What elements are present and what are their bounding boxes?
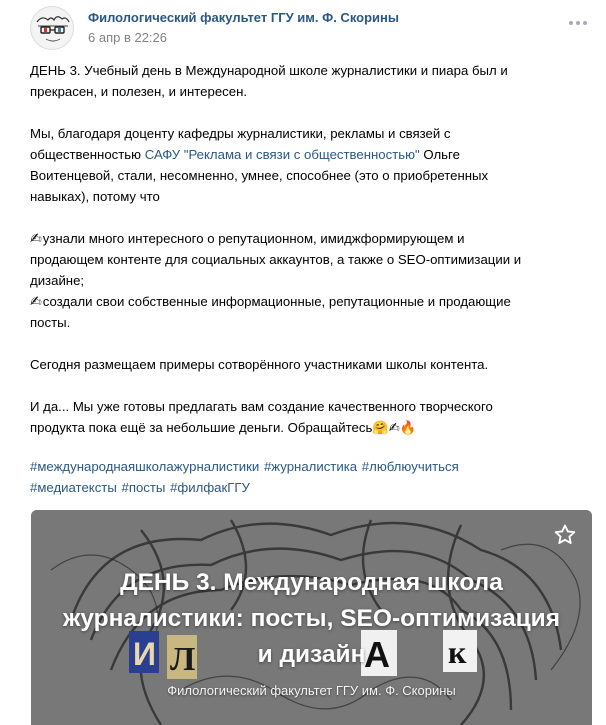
list-item: ✍создали свои собственные информационные, репутационные и продающие — [30, 291, 586, 312]
article-attachment-card[interactable] — [31, 510, 592, 725]
text-line: дизайне; — [30, 273, 85, 288]
hashtag-link[interactable]: #журналистика — [263, 459, 358, 474]
hashtag-link[interactable]: #медиатексты — [30, 480, 117, 495]
text-line: ДЕНЬ 3. Учебный день в Международной школе журналистики и пиара был и — [30, 63, 508, 78]
hashtag-link[interactable]: #международнаяшколажурналистики — [30, 459, 260, 474]
svg-text:И: И — [133, 636, 156, 672]
star-outline-icon — [552, 522, 578, 548]
text-line: Мы, благодаря доценту кафедры журналистики, рекламы и связей с — [30, 126, 451, 141]
text-line: продукта пока ещё за небольшие деньги. Обращайтесь🤗✍🔥 — [30, 420, 417, 435]
svg-text:А: А — [364, 634, 390, 675]
more-horizontal-icon — [568, 20, 588, 26]
post-date-link[interactable]: 6 апр в 22:26 — [88, 30, 168, 45]
text-line: И да... Мы уже готовы предлагать вам создание качественного творческого — [30, 399, 493, 414]
text-line: прекрасен, и полезен, и интересен. — [30, 84, 248, 99]
writing-hand-emoji: ✍ — [30, 230, 42, 246]
text-line: навыках), потому что — [30, 189, 160, 204]
text-line: Воитенцевой, стали, несомненно, умнее, способнее (это о приобретенных — [30, 168, 489, 183]
list-item: ✍узнали много интересного о репутационном, имиджформирующем и — [30, 228, 586, 249]
safu-group-link[interactable]: САФУ "Реклама и связи с общественностью" — [144, 147, 420, 162]
emoji-group: 🤗✍🔥 — [372, 420, 417, 435]
post-author-link[interactable]: Филологический факультет ГГУ им. Ф. Скорины — [88, 10, 399, 25]
svg-text:к: к — [448, 634, 467, 670]
text-line: продающем контенте для социальных аккаунтов, а также о SEO-оптимизации и — [30, 252, 522, 267]
post-actions-button[interactable] — [565, 14, 591, 32]
hashtags — [30, 456, 586, 498]
svg-text:Л: Л — [170, 641, 196, 678]
group-avatar[interactable] — [30, 6, 74, 50]
article-source: Филологический факультет ГГУ им. Ф. Скорины — [167, 683, 456, 698]
fave-button[interactable] — [552, 522, 578, 548]
text-line: Сегодня размещаем примеры сотворённого участниками школы контента. — [30, 357, 489, 372]
text-line: посты. — [30, 315, 71, 330]
article-title: ДЕНЬ 3. Международная школа журналистики: посты, SEO-оптимизация и дизайн — [62, 569, 561, 668]
writing-hand-emoji: ✍ — [30, 293, 42, 309]
hashtag-link[interactable]: #посты — [121, 480, 166, 495]
faculty-logo-icon — [31, 7, 74, 50]
post-text — [30, 60, 586, 438]
hashtag-link[interactable]: #филфакГГУ — [170, 480, 250, 495]
hashtag-link[interactable]: #люблюучиться — [361, 459, 459, 474]
text-line: общественностью САФУ "Реклама и связи с общественностью" Ольге — [30, 147, 460, 162]
